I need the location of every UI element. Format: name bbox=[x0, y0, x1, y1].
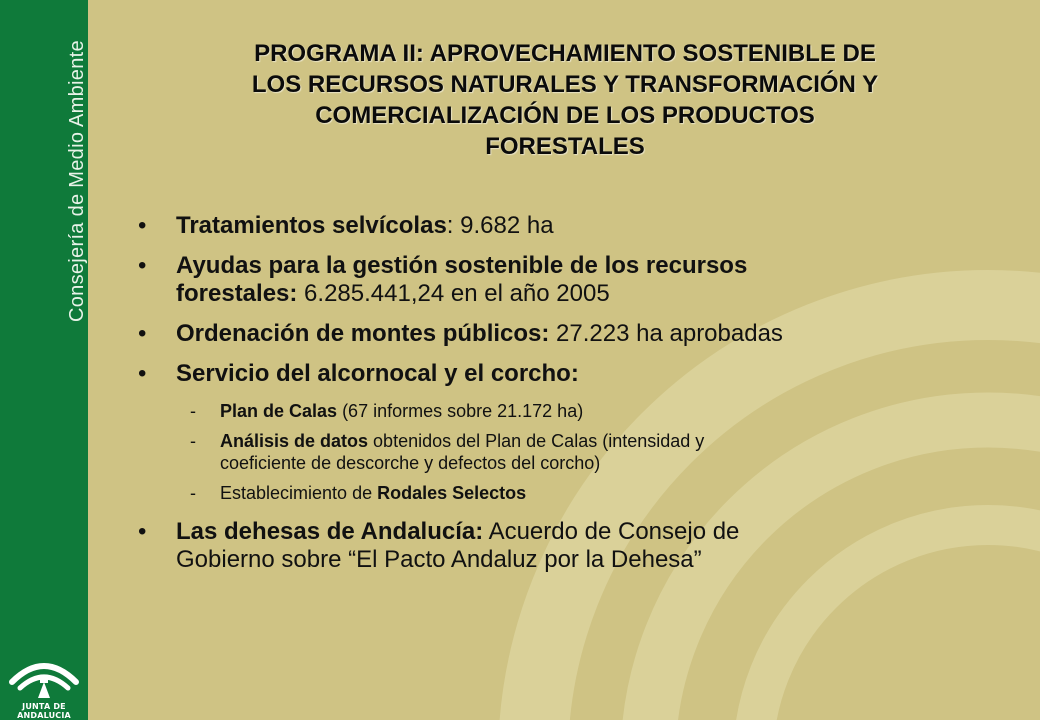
sub-marker: - bbox=[190, 483, 196, 503]
title-line: PROGRAMA II: APROVECHAMIENTO SOSTENIBLE DE bbox=[254, 40, 876, 67]
sub-marker: - bbox=[190, 401, 196, 421]
title-line: FORESTALES bbox=[485, 133, 645, 160]
bullet-bold-text: Ayudas para la gestión sostenible de los recursos bbox=[176, 252, 748, 279]
bullet-text: 27.223 ha aprobadas bbox=[549, 320, 783, 347]
junta-andalucia-logo bbox=[6, 652, 82, 720]
bullet-text: 6.285.441,24 en el año 2005 bbox=[297, 280, 610, 307]
bullet-list bbox=[138, 212, 1008, 586]
bullet-bold-text: Ordenación de montes públicos: bbox=[176, 320, 550, 347]
bullet-bold-text: Servicio del alcornocal y el corcho: bbox=[176, 360, 579, 387]
title-line: COMERCIALIZACIÓN DE LOS PRODUCTOS bbox=[315, 102, 815, 129]
bullet-text: Gobierno sobre “El Pacto Andaluz por la Dehesa” bbox=[176, 546, 702, 573]
sub-bold-text: Análisis de datos bbox=[220, 431, 369, 451]
bullet-marker: • bbox=[138, 320, 147, 347]
sidebar bbox=[0, 0, 88, 720]
bullet-marker: • bbox=[138, 360, 147, 387]
slide-title bbox=[120, 38, 1010, 162]
logo-emblem-icon bbox=[6, 652, 82, 702]
sub-item bbox=[138, 430, 1008, 474]
sub-text: coeficiente de descorche y defectos del corcho) bbox=[220, 453, 601, 473]
bullet-bold-text: Las dehesas de Andalucía: bbox=[176, 518, 484, 545]
sub-text: (67 informes sobre 21.172 ha) bbox=[337, 401, 584, 421]
title-line: LOS RECURSOS NATURALES Y TRANSFORMACIÓN Y bbox=[251, 71, 879, 98]
bullet-item bbox=[138, 320, 1008, 348]
sub-item bbox=[138, 400, 1008, 422]
sub-bold-text: Rodales Selectos bbox=[377, 483, 527, 503]
bullet-text: Acuerdo de Consejo de bbox=[483, 518, 740, 545]
sub-text: Establecimiento de bbox=[220, 483, 378, 503]
bullet-marker: • bbox=[138, 252, 147, 279]
bullet-item bbox=[138, 518, 1008, 574]
department-label: Consejería de Medio Ambiente bbox=[66, 40, 88, 322]
bullet-marker: • bbox=[138, 212, 147, 239]
bullet-item bbox=[138, 212, 1008, 240]
logo-text: JUNTA DE ANDALUCIA bbox=[17, 702, 71, 720]
bullet-item bbox=[138, 360, 1008, 388]
sub-bold-text: Plan de Calas bbox=[220, 401, 338, 421]
bullet-marker: • bbox=[138, 518, 147, 545]
bullet-bold-text: Tratamientos selvícolas bbox=[176, 212, 447, 239]
sub-text: obtenidos del Plan de Calas (intensidad y bbox=[368, 431, 705, 451]
bullet-text: : 9.682 ha bbox=[446, 212, 554, 239]
sub-item bbox=[138, 482, 1008, 504]
bullet-item bbox=[138, 252, 1008, 308]
bullet-bold-text: forestales: bbox=[176, 280, 298, 307]
sub-marker: - bbox=[190, 431, 196, 451]
